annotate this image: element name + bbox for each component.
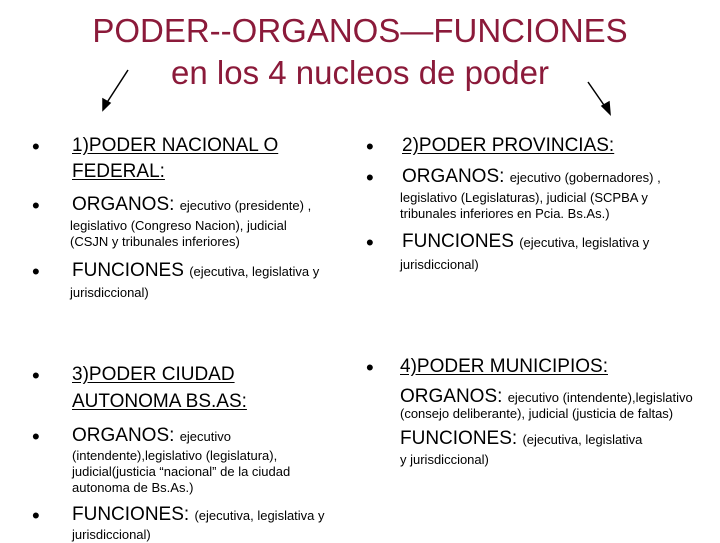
funciones-inline: (ejecutiva, legislativa y bbox=[189, 264, 320, 279]
organos-label: ORGANOS: bbox=[72, 194, 175, 215]
organos-inline: ejecutivo (intendente),legislativo bbox=[507, 390, 693, 405]
provincias-organos-line2: legislativo (Legislaturas), judicial (SCPBA y bbox=[400, 190, 648, 205]
municipios-organos-line2: (consejo deliberante), judicial (justicia de faltas) bbox=[400, 406, 674, 421]
nacional-funciones-line2: jurisdiccional) bbox=[70, 285, 149, 300]
organos-inline: ejecutivo (gobernadores) , bbox=[509, 170, 661, 185]
left-arrow-icon bbox=[106, 70, 128, 104]
bullet-icon: • bbox=[32, 363, 40, 388]
ciudad-organos-line4: autonoma de Bs.As.) bbox=[72, 480, 194, 495]
bullet-icon: • bbox=[32, 424, 40, 449]
funciones-inline: (ejecutiva, legislativa bbox=[522, 432, 643, 447]
funciones-label: FUNCIONES bbox=[402, 231, 514, 252]
ciudad-organos-line2: (intendente),legislativo (legislatura), bbox=[72, 448, 278, 463]
organos-inline: ejecutivo (presidente) , bbox=[179, 198, 312, 213]
organos-label: ORGANOS: bbox=[400, 386, 503, 407]
nacional-organos-line3: (CSJN y tribunales inferiores) bbox=[70, 234, 240, 249]
ciudad-funciones bbox=[72, 503, 325, 528]
bullet-icon: • bbox=[32, 503, 40, 528]
slide-title-line1: PODER--ORGANOS—FUNCIONES bbox=[92, 12, 628, 49]
ciudad-organos bbox=[72, 424, 231, 449]
bullet-icon: • bbox=[32, 193, 40, 218]
funciones-inline: (ejecutiva, legislativa y bbox=[519, 235, 650, 250]
ciudad-heading-line1: 3)PODER CIUDAD bbox=[72, 364, 235, 385]
nacional-funciones bbox=[72, 259, 319, 284]
bullet-icon: • bbox=[366, 165, 374, 190]
bullet-icon: • bbox=[366, 134, 374, 159]
bullet-icon: • bbox=[32, 259, 40, 284]
bullet-icon: • bbox=[32, 134, 40, 159]
nacional-organos bbox=[72, 193, 311, 218]
nacional-organos-line2: legislativo (Congreso Nacion), judicial bbox=[70, 218, 287, 233]
funciones-label: FUNCIONES: bbox=[400, 428, 518, 449]
provincias-organos-line3: tribunales inferiores en Pcia. Bs.As.) bbox=[400, 206, 610, 221]
ciudad-organos-line3: judicial(justicia “nacional” de la ciudad bbox=[72, 464, 291, 479]
funciones-label: FUNCIONES: bbox=[72, 504, 190, 525]
funciones-inline: (ejecutiva, legislativa y bbox=[194, 508, 325, 523]
provincias-funciones-line2: jurisdiccional) bbox=[400, 257, 479, 272]
provincias-funciones bbox=[402, 230, 649, 255]
nacional-heading-line2: FEDERAL: bbox=[72, 161, 165, 182]
municipios-heading: 4)PODER MUNICIPIOS: bbox=[400, 356, 608, 377]
ciudad-heading-line2: AUTONOMA BS.AS: bbox=[72, 391, 247, 412]
ciudad-funciones-line2: jurisdiccional) bbox=[72, 527, 151, 542]
bullet-icon: • bbox=[366, 230, 374, 255]
municipios-funciones-line2: y jurisdiccional) bbox=[400, 452, 489, 467]
organos-label: ORGANOS: bbox=[402, 166, 505, 187]
arrows bbox=[0, 0, 720, 130]
organos-label: ORGANOS: bbox=[72, 425, 175, 446]
funciones-label: FUNCIONES bbox=[72, 260, 184, 281]
bullet-icon: • bbox=[366, 355, 374, 380]
provincias-organos bbox=[402, 165, 661, 190]
right-arrow-icon bbox=[588, 82, 606, 108]
municipios-funciones bbox=[400, 427, 642, 452]
provincias-heading: 2)PODER PROVINCIAS: bbox=[402, 135, 615, 156]
nacional-heading-line1: 1)PODER NACIONAL O bbox=[72, 135, 279, 156]
slide-title-line2: en los 4 nucleos de poder bbox=[171, 54, 549, 91]
organos-inline: ejecutivo bbox=[179, 429, 231, 444]
